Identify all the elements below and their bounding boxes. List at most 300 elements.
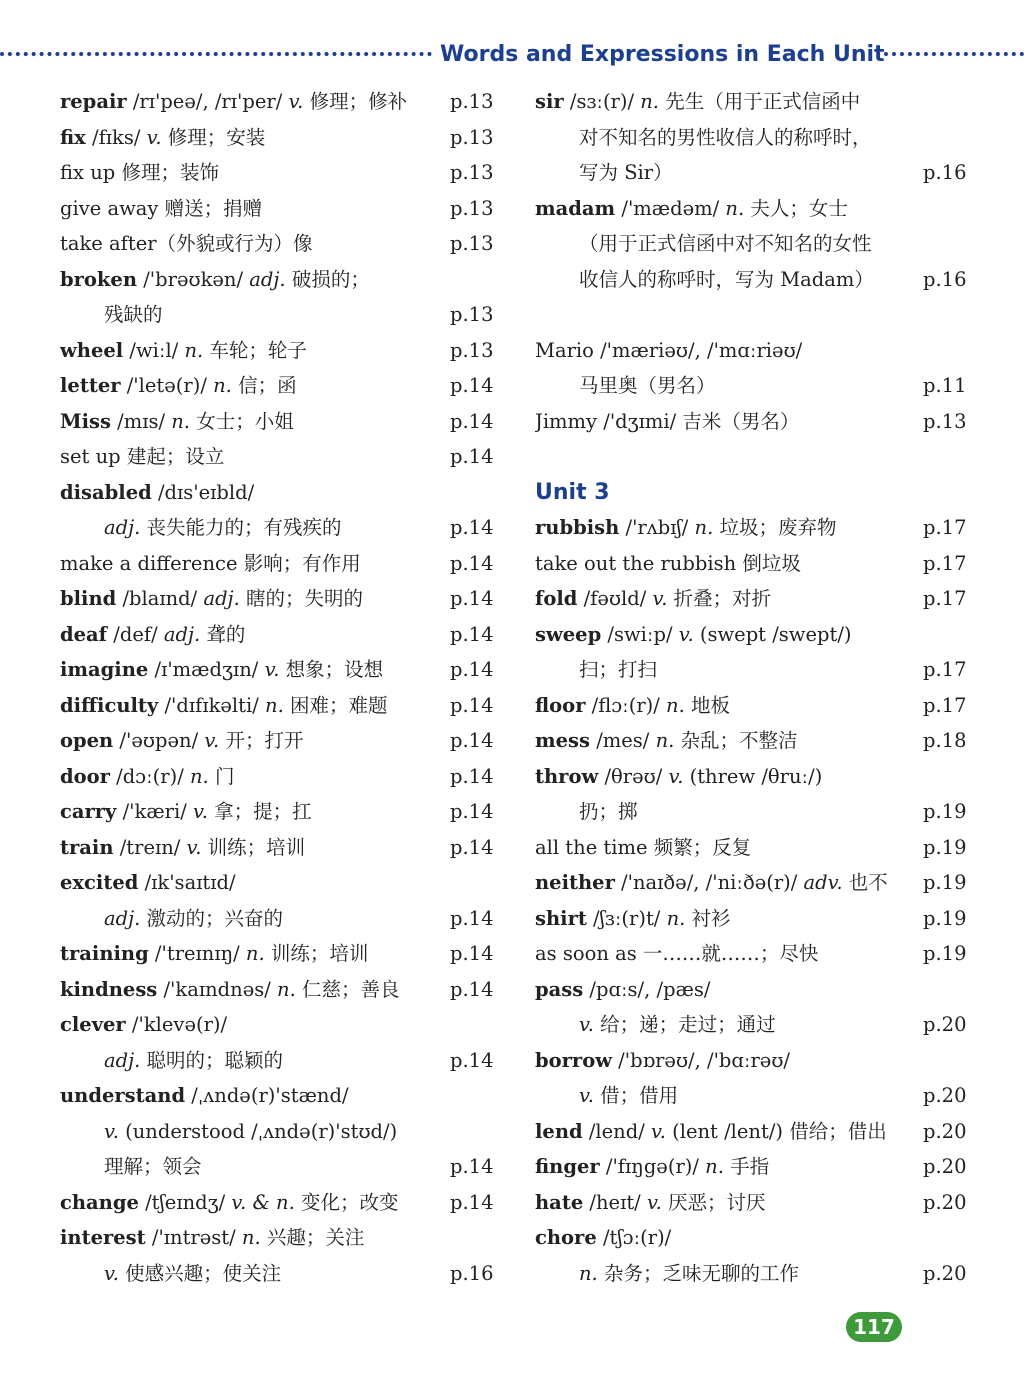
vocab-entry [60, 723, 500, 759]
entry-rest: /fəʊld/ [577, 587, 653, 610]
page-reference: p.14 [450, 693, 494, 717]
entry-text [60, 84, 446, 120]
entry-rest: take after（外貌或行为）像 [60, 232, 313, 255]
page-title: Words and Expressions in Each Unit [440, 42, 885, 67]
entry-text [579, 155, 965, 191]
entry-text [60, 368, 446, 404]
definition: 困难；难题 [283, 693, 388, 717]
definition: 厌恶；讨厌 [661, 1190, 766, 1214]
definition: 给；递；走过；通过 [593, 1013, 776, 1036]
vocab-entry [535, 510, 975, 546]
entry-text [60, 546, 446, 582]
header-dotted-rule-right [884, 52, 1024, 56]
vocab-entry [535, 191, 975, 227]
part-of-speech: adv. [803, 871, 843, 894]
entry-text [104, 1043, 490, 1079]
entry-text [579, 1007, 965, 1043]
page-reference: p.17 [923, 516, 967, 539]
page-reference: p.13 [923, 409, 967, 433]
entry-text [104, 1256, 490, 1292]
page-reference: p.17 [923, 693, 967, 717]
headword: deaf [60, 622, 108, 646]
vocab-entry [535, 652, 975, 688]
vocab-entry [60, 1043, 500, 1079]
definition: 修理；修补 [303, 90, 408, 113]
entry-text [535, 546, 921, 582]
entry-rest: as soon as 一……就……；尽快 [535, 942, 819, 965]
entry-text [60, 439, 446, 475]
part-of-speech: v. [104, 1261, 119, 1285]
part-of-speech: v. [579, 1013, 594, 1036]
entry-rest: /'fɪŋgə(r)/ [599, 1155, 706, 1178]
entry-rest: /'kæri/ [116, 800, 193, 823]
entry-rest: 写为 Sir） [579, 161, 673, 184]
entry-text [104, 510, 490, 546]
page-reference: p.13 [450, 161, 494, 184]
vocab-entry [535, 404, 975, 440]
part-of-speech: adj. [104, 1048, 141, 1072]
entry-text [60, 1220, 446, 1256]
page-reference: p.14 [450, 445, 494, 468]
entry-text [579, 120, 965, 156]
definition: 折叠；对折 [667, 587, 772, 610]
entry-rest: take out the rubbish 倒垃圾 [535, 551, 801, 575]
page-reference: p.14 [450, 1048, 494, 1072]
entry-text [104, 1114, 490, 1150]
entry-rest: /mes/ [590, 729, 656, 752]
entry-text [579, 652, 965, 688]
vocab-entry [60, 759, 500, 795]
headword: carry [60, 800, 117, 823]
entry-rest: Jimmy /'dʒɪmi/ 吉米（男名） [535, 409, 800, 433]
entry-text [60, 226, 446, 262]
headword: change [60, 1190, 139, 1214]
entry-rest: 对不知名的男性收信人的称呼时， [579, 125, 872, 149]
definition: 杂乱；不整洁 [674, 729, 798, 752]
entry-rest: /'klevə(r)/ [125, 1013, 228, 1036]
entry-rest: /'naɪðə/, /'niːðə(r)/ [614, 871, 804, 894]
headword: floor [535, 693, 586, 717]
vocab-entry [60, 510, 500, 546]
entry-text [535, 404, 921, 440]
part-of-speech: n. [640, 90, 660, 113]
entry-text [535, 581, 921, 617]
part-of-speech: v. [264, 658, 280, 681]
entry-text [535, 723, 921, 759]
entry-text [535, 901, 921, 937]
headword: door [60, 764, 110, 788]
part-of-speech: n. [579, 1261, 598, 1285]
entry-rest: /'brəʊkən/ [137, 267, 250, 291]
vocab-entry [535, 723, 975, 759]
page-reference: p.20 [923, 1013, 967, 1036]
page-reference: p.14 [450, 622, 494, 646]
entry-rest: all the time 频繁；反复 [535, 835, 752, 859]
entry-text [535, 84, 921, 120]
definition: 借；借用 [593, 1084, 679, 1107]
vocab-entry [535, 155, 975, 191]
entry-rest: /fɪks/ [85, 125, 147, 149]
page-reference: p.14 [450, 587, 494, 610]
page-reference: p.14 [450, 374, 494, 397]
part-of-speech: n. [666, 906, 686, 930]
vocab-entry [535, 368, 975, 404]
definition: 仁慈；善良 [295, 977, 400, 1001]
entry-text [60, 723, 446, 759]
entry-rest: 收信人的称呼时，写为 Madam） [579, 267, 874, 291]
entry-rest: /heɪt/ [583, 1190, 647, 1214]
page-reference: p.16 [923, 267, 967, 291]
entry-text [60, 581, 446, 617]
entry-text [579, 794, 965, 830]
entry-rest: set up 建起；设立 [60, 445, 225, 468]
headword: madam [535, 196, 616, 220]
headword: shirt [535, 906, 587, 930]
vocab-entry [60, 972, 500, 1008]
vocab-entry [60, 1114, 500, 1150]
page-reference: p.14 [450, 977, 494, 1001]
headword: finger [535, 1155, 600, 1178]
entry-rest: /mɪs/ [110, 409, 172, 433]
entry-rest: 马里奥（男名） [579, 374, 716, 397]
vocab-entry [60, 404, 500, 440]
part-of-speech: n. [241, 1226, 261, 1249]
part-of-speech: n. [694, 516, 714, 539]
entry-text [60, 652, 446, 688]
entry-rest: /tʃɔː(r)/ [596, 1226, 672, 1249]
vocab-entry [535, 901, 975, 937]
vocab-entry [60, 830, 500, 866]
part-of-speech: v. [146, 125, 162, 149]
headword: broken [60, 267, 138, 291]
entry-rest: /swiːp/ [601, 622, 679, 646]
entry-text [579, 1256, 965, 1292]
definition: 车轮；轮子 [203, 338, 307, 362]
entry-rest: /'ɪntrəst/ [145, 1226, 242, 1249]
vocab-entry [535, 120, 975, 156]
headword: disabled [60, 480, 152, 504]
definition: 破损的； [285, 267, 370, 291]
vocab-entry [60, 333, 500, 369]
vocab-entry [535, 226, 975, 262]
part-of-speech: n. [655, 729, 675, 752]
vocab-entry [535, 1007, 975, 1043]
left-column [60, 84, 500, 1291]
entry-rest: /θrəʊ/ [598, 764, 669, 788]
entry-text [535, 972, 921, 1008]
part-of-speech: v. [104, 1119, 119, 1143]
definition: 训练；培训 [264, 942, 369, 965]
vocab-entry [535, 1114, 975, 1150]
vocab-entry [60, 1185, 500, 1221]
vocab-entry [60, 688, 500, 724]
headword: neither [535, 871, 615, 894]
definition: (lent /lent/) 借给；借出 [665, 1119, 887, 1143]
entry-rest: 理解；领会 [104, 1155, 202, 1178]
page-reference: p.14 [450, 800, 494, 823]
entry-rest: /sɜː(r)/ [563, 90, 641, 113]
part-of-speech: n. [245, 942, 265, 965]
entry-text [60, 617, 446, 653]
entry-rest: /dɪs'eɪbld/ [151, 480, 255, 504]
entry-rest: /'treɪnɪŋ/ [148, 942, 246, 965]
vocab-entry [535, 333, 975, 369]
vocab-entry [535, 972, 975, 1008]
definition: (swept /swept/) [693, 622, 852, 646]
vocab-entry [60, 1007, 500, 1043]
entry-text [535, 936, 921, 972]
vocab-entry [60, 652, 500, 688]
entry-text [104, 901, 490, 937]
entry-rest: /wiːl/ [123, 338, 185, 362]
entry-text [535, 333, 921, 369]
part-of-speech: v. [579, 1084, 594, 1107]
entry-rest: give away 赠送；捐赠 [60, 196, 263, 220]
vocab-entry [60, 1256, 500, 1292]
entry-rest: 扔；掷 [579, 800, 638, 823]
page-reference: p.13 [450, 125, 494, 149]
part-of-speech: v. [646, 1190, 662, 1214]
entry-rest: /rɪ'peə/, /rɪ'per/ [126, 90, 289, 113]
vocab-entry [60, 155, 500, 191]
right-column [535, 84, 975, 1291]
entry-rest: /blaɪnd/ [116, 587, 204, 610]
vocab-entry [60, 546, 500, 582]
entry-rest: 扫；打扫 [579, 658, 658, 681]
entry-text [579, 262, 965, 298]
headword: repair [60, 90, 127, 113]
blank-line [535, 439, 975, 475]
headword: letter [60, 374, 121, 397]
entry-text [60, 936, 446, 972]
entry-rest: /'bɒrəʊ/, /'bɑːrəʊ/ [611, 1048, 790, 1072]
page-reference: p.14 [450, 835, 494, 859]
headword: mess [535, 729, 590, 752]
vocab-entry [535, 865, 975, 901]
part-of-speech: v. [651, 1119, 666, 1143]
entry-text [60, 972, 446, 1008]
entry-text [104, 1149, 490, 1185]
headword: difficulty [60, 693, 159, 717]
page-reference: p.14 [450, 906, 494, 930]
vocab-entry [60, 226, 500, 262]
part-of-speech: n. [705, 1155, 724, 1178]
vocab-entry [535, 759, 975, 795]
headword: fix [60, 125, 86, 149]
definition: 激动的；兴奋的 [140, 906, 284, 930]
definition: 先生（用于正式信函中 [659, 90, 861, 113]
part-of-speech: adj. [104, 516, 141, 539]
headword: chore [535, 1226, 597, 1249]
part-of-speech: v. [186, 835, 202, 859]
entry-rest: /flɔː(r)/ [585, 693, 667, 717]
headword: train [60, 835, 114, 859]
vocab-entry [535, 1149, 975, 1185]
vocab-entry [60, 1220, 500, 1256]
part-of-speech: n. [725, 196, 745, 220]
vocab-entry [535, 1220, 975, 1256]
part-of-speech: n. [666, 693, 685, 717]
entry-text [60, 1185, 446, 1221]
vocab-entry [60, 297, 500, 333]
entry-rest: /'letə(r)/ [120, 374, 214, 397]
part-of-speech: n. [189, 764, 209, 788]
vocab-entry [535, 1185, 975, 1221]
entry-rest: Mario /'mæriəʊ/, /'mɑːriəʊ/ [535, 338, 803, 362]
headword: hate [535, 1190, 584, 1214]
entry-text [579, 1078, 965, 1114]
entry-rest: /treɪn/ [113, 835, 187, 859]
entry-text [535, 1149, 921, 1185]
entry-text [579, 368, 965, 404]
entry-rest: /dɔː(r)/ [109, 764, 190, 788]
page-reference: p.20 [923, 1119, 967, 1143]
entry-rest: /'rʌbɪʃ/ [619, 516, 695, 539]
entry-text [535, 510, 921, 546]
part-of-speech: adj. [104, 906, 141, 930]
page-reference: p.13 [450, 338, 494, 362]
entry-rest: /ɪk'saɪtɪd/ [138, 871, 236, 894]
entry-rest: /def/ [107, 622, 164, 646]
entry-text [535, 1043, 921, 1079]
page-reference: p.17 [923, 658, 967, 681]
entry-rest: /pɑːs/, /pæs/ [583, 977, 711, 1001]
definition: 训练；培训 [201, 835, 306, 859]
page-reference: p.13 [450, 90, 494, 113]
definition: 手指 [723, 1155, 770, 1178]
unit-heading: Unit 3 [535, 479, 610, 505]
definition: 门 [208, 764, 235, 788]
vocab-entry [60, 84, 500, 120]
entry-text [60, 759, 446, 795]
page-reference: p.20 [923, 1261, 967, 1285]
entry-text [60, 120, 446, 156]
part-of-speech: v. [288, 90, 304, 113]
entry-rest: /lend/ [582, 1119, 651, 1143]
definition: 地板 [684, 693, 731, 717]
header-dotted-rule-left [0, 52, 432, 56]
page-header [0, 38, 1024, 72]
definition: 丧失能力的；有残疾的 [140, 516, 342, 539]
headword: borrow [535, 1048, 612, 1072]
part-of-speech: n. [171, 409, 190, 433]
page-reference: p.16 [923, 161, 967, 184]
page-reference: p.14 [450, 764, 494, 788]
vocab-entry [60, 439, 500, 475]
page-reference: p.14 [450, 942, 494, 965]
vocab-entry [535, 546, 975, 582]
entry-text [60, 1007, 446, 1043]
vocab-entry [535, 688, 975, 724]
page-reference: p.16 [450, 1261, 494, 1285]
headword: wheel [60, 338, 124, 362]
part-of-speech: v. [678, 622, 694, 646]
entry-rest: /'əʊpən/ [113, 729, 205, 752]
vocab-entry [60, 936, 500, 972]
page-reference: p.13 [450, 232, 494, 255]
definition: 衬衫 [685, 906, 731, 930]
entry-text [579, 226, 965, 262]
page-reference: p.14 [450, 658, 494, 681]
vocab-entry [60, 865, 500, 901]
entry-rest: /ˌʌndə(r)'stænd/ [185, 1084, 349, 1107]
entry-text [535, 865, 921, 901]
definition: 想象；设想 [279, 658, 384, 681]
headword: Miss [60, 409, 111, 433]
vocab-entry [535, 830, 975, 866]
headword: clever [60, 1013, 126, 1036]
definition: 修理；安装 [161, 125, 266, 149]
entry-text [60, 865, 446, 901]
entry-rest: /tʃeɪndʒ/ [138, 1190, 232, 1214]
definition: 兴趣；关注 [260, 1226, 365, 1249]
vocab-entry [60, 617, 500, 653]
entry-text [60, 404, 446, 440]
page-reference: p.14 [450, 1155, 494, 1178]
headword: fold [535, 587, 578, 610]
definition: 杂务；乏味无聊的工作 [597, 1261, 799, 1285]
page-reference: p.17 [923, 551, 967, 575]
vocab-entry [535, 581, 975, 617]
page-reference: p.14 [450, 551, 494, 575]
page-reference: p.19 [923, 800, 967, 823]
entry-text [60, 475, 446, 511]
vocab-entry [60, 191, 500, 227]
entry-rest: /ɪ'mædʒɪn/ [148, 658, 265, 681]
entry-text [60, 794, 446, 830]
page-reference: p.17 [923, 587, 967, 610]
definition: 女士；小姐 [190, 409, 294, 433]
headword: kindness [60, 977, 158, 1001]
entry-text [535, 830, 921, 866]
definition: 瞎的；失明的 [239, 587, 363, 610]
headword: throw [535, 764, 599, 788]
vocab-entry [535, 936, 975, 972]
entry-text [535, 1220, 921, 1256]
page-reference: p.11 [923, 374, 967, 397]
entry-text [60, 262, 446, 298]
page-reference: p.19 [923, 942, 967, 965]
headword: pass [535, 977, 584, 1001]
page-reference: p.14 [450, 516, 494, 539]
entry-text [535, 759, 921, 795]
definition: 也不 [842, 871, 888, 894]
page-reference: p.20 [923, 1190, 967, 1214]
definition: 信；函 [231, 374, 297, 397]
vocab-entry [60, 368, 500, 404]
part-of-speech: v. [193, 800, 208, 823]
headword: understand [60, 1084, 186, 1107]
entry-rest: （用于正式信函中对不知名的女性 [579, 232, 872, 255]
page-reference: p.20 [923, 1155, 967, 1178]
headword: training [60, 942, 149, 965]
headword: blind [60, 587, 117, 610]
vocab-entry [535, 1256, 975, 1292]
headword: rubbish [535, 516, 620, 539]
definition: 拿；提；扛 [207, 800, 312, 823]
definition: 垃圾；废弃物 [713, 516, 837, 539]
part-of-speech: adj. [249, 267, 286, 291]
part-of-speech: v. [204, 729, 220, 752]
entry-text [535, 617, 921, 653]
page-reference: p.13 [450, 303, 494, 326]
entry-text [60, 830, 446, 866]
page-reference: p.19 [923, 835, 967, 859]
page-reference: p.18 [923, 729, 967, 752]
vocab-entry [60, 794, 500, 830]
definition: (understood /ˌʌndə(r)'stʊd/) [118, 1119, 398, 1143]
headword: sir [535, 90, 564, 113]
